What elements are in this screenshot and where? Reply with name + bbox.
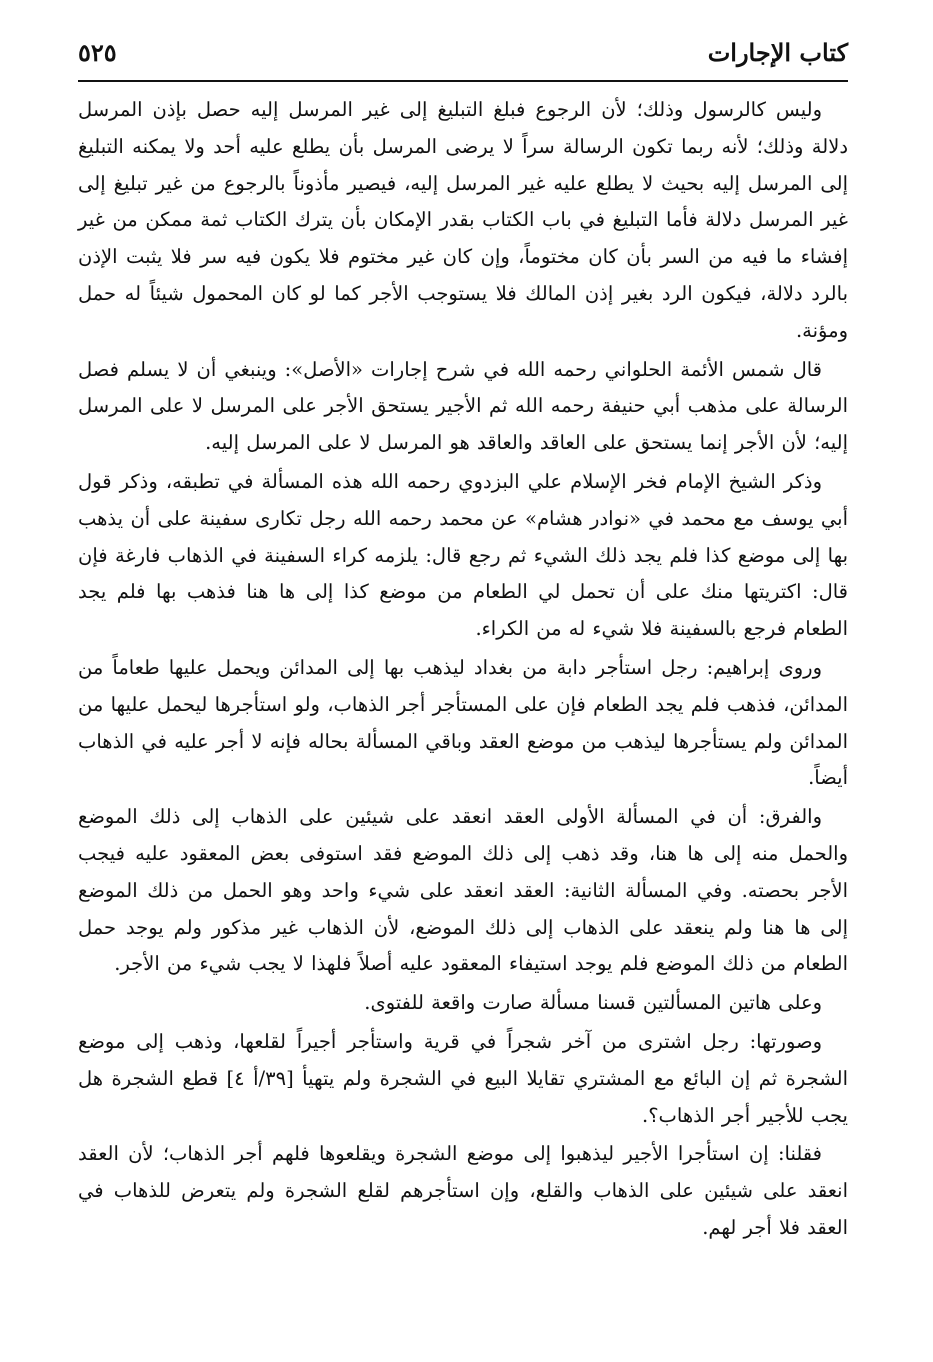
page-body bbox=[78, 92, 848, 1249]
book-title: كتاب الإجارات bbox=[707, 37, 848, 67]
paragraph-6: وعلى هاتين المسألتين قسنا مسألة صارت واقعة للفتوى. bbox=[364, 991, 822, 1015]
paragraph-2: قال شمس الأئمة الحلواني رحمه الله في شرح إجارات «الأصل»: وينبغي أن لا يسلم فصل الرسالة على مذهب أبي حنيفة رحمه الله ثم الأجير يستحق الأجر على المرسل لا على المرسل إليه؛ لأن الأجر إنما يستحق على العاقد والعاقد هو المرسل لا على المرسل إليه. bbox=[78, 357, 848, 455]
paragraph-7: وصورتها: رجل اشترى من آخر شجراً في قرية واستأجر أجيراً لقلعها، وذهب إلى موضع الشجرة ثم إن البائع مع المشتري تقايلا البيع في الشجرة ولم يتهيأ [٣٩/أ ٤] قطع الشجرة هل يجب للأجير أجر الذهاب؟. bbox=[78, 1029, 848, 1127]
paragraph-5: والفرق: أن في المسألة الأولى العقد انعقد على شيئين على الذهاب إلى ذلك الموضع والحمل منه إلى ها هنا، وقد ذهب إلى ذلك الموضع فقد استوفى بعض المعقود عليه فيجب الأجر بحصته. وفي المسألة الثانية: العقد انعقد على شيء واحد وهو الحمل من ذلك الموضع إلى ها هنا ولم ينعقد على الذهاب إلى ذلك الموضع، لأن الذهاب غير مذكور ولم يوجد حمل الطعام من ذلك الموضع فلم يوجد استيفاء المعقود عليه أصلاً فلهذا لا يجب شيء من الأجر. bbox=[78, 805, 848, 976]
page-number: ٥٢٥ bbox=[78, 37, 117, 67]
paragraph-8: فقلنا: إن استأجرا الأجير ليذهبوا إلى موضع الشجرة ويقلعوها فلهم أجر الذهاب؛ لأن العقد انعقد على شيئين على الذهاب والقلع، وإن استأجرهم لقلع الشجرة ولم يتعرض للذهاب في العقد فلا أجر لهم. bbox=[78, 1142, 848, 1239]
paragraph-1: وليس كالرسول وذلك؛ لأن الرجوع فبلغ التبليغ إلى غير المرسل إليه حصل بإذن المرسل دلالة وذلك؛ لأنه ربما تكون الرسالة سراً لا يرضى المرسل بأن يطلع عليه أحد ولا يمكنه التبليغ إلى المرسل إليه بحيث لا يطلع عليه غير المرسل إليه، فيصير مأذوناً بالرجوع من غير تبليغ إلى غير المرسل دلالة فأما التبليغ في باب الكتاب بقدر الإمكان بأن يترك الكتاب ثمة ممكن من غير إفشاء ما فيه من السر بأن كان مختوماً، وإن كان غير مختوم فلا يكون فيه سر فلا يثبت الإذن بالرد دلالة، فيكون الرد بغير إذن المالك فلا يستوجب الأجر كما لو كان المحمول شيئاً له حمل ومؤنة. bbox=[78, 98, 848, 342]
page-header bbox=[78, 30, 848, 74]
paragraph-3: وذكر الشيخ الإمام فخر الإسلام علي البزدوي رحمه الله هذه المسألة في تطبقه، وذكر قول أبي يوسف مع محمد في «نوادر هشام» عن محمد رحمه الله رجل تكارى سفينة على أن يذهب بها إلى موضع كذا فلم يجد ذلك الشيء ثم رجع قال: يلزمه كراء السفينة في الذهاب فارغة فإن قال: اكتريتها منك على أن تحمل لي الطعام من موضع كذا إلى ها هنا فذهب بها فلم يجد الطعام فرجع بالسفينة فلا شيء له من الكراء. bbox=[78, 469, 848, 641]
header-divider bbox=[78, 80, 848, 82]
paragraph-4: وروى إبراهيم: رجل استأجر دابة من بغداد ليذهب بها إلى المدائن ويحمل عليها طعاماً من المدائن، فذهب فلم يجد الطعام فإن على المستأجر أجر الذهاب، ولو استأجرها ليحمل عليها من المدائن ولم يستأجرها ليذهب من موضع العقد وباقي المسألة بحاله فإنه لا أجر عليه في الذهاب أيضاً. bbox=[78, 655, 848, 790]
